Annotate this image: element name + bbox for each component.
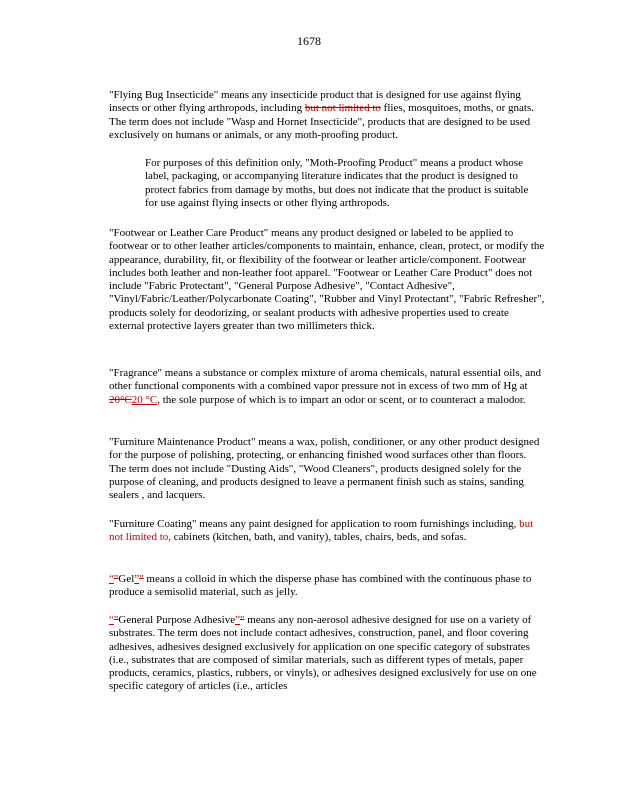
deleted-text: " (113, 573, 119, 585)
definition-flying-bug-insecticide (109, 89, 545, 142)
text: means any non-aerosol adhesive designed for use on a variety of substrates. The term does not include contact adhesives, construction, panel, and floor covering adhesives, adhesives designed exclusively for application on one specific category of substrates (i.e., substrates that are composed of similar materials, such as different types of metals, paper products, ceramics, plastics, rubbers, or vinyls), or adhesives designed exclusively for use on one specific category of articles (i.e., articles (109, 614, 537, 693)
definition-furniture-coating (109, 518, 545, 545)
text: "Fragrance" means a substance or complex mixture of aroma chemicals, natural essential oils, and other functional components with a combined vapor pressure not in excess of two mm of Hg at (109, 367, 542, 393)
definition-general-purpose-adhesive (109, 614, 545, 694)
inserted-text: “ (109, 614, 114, 626)
inserted-text: 20 °C (131, 393, 158, 406)
definition-fragrance (109, 367, 545, 407)
text: means a colloid in which the disperse phase has combined with the continuous phase to produce a semisolid material, such as jelly. (109, 573, 532, 599)
inserted-text: ” (235, 614, 240, 626)
text: "Furniture Coating" means any paint designed for application to room furnishings including (109, 518, 514, 530)
inserted-text: , but not limited to, (109, 518, 534, 544)
definition-footwear-leather-care: "Footwear or Leather Care Product" means any product designed or labeled to be applied to footwear or to other leather articles/components to maintain, enhance, clean, protect, or modify the appearance, durability, fit, or flexibility of the footwear or leather article/component. Footwear includes both leather and non-leather foot apparel. "Footwear or Leather Care Product" does not include "Fabric Protectant", "General Purpose Adhesive", "Contact Adhesive", "Vinyl/Fabric/Leather/Polycarbonate Coating", "Rubber and Vinyl Protectant", "Fabric Refresher", products solely for deodorizing, or sealant products with adhesive properties used to create external protective layers greater than two millimeters thick. (109, 227, 545, 333)
deleted-text: " (139, 573, 144, 585)
definition-moth-proofing-product: For purposes of this definition only, "Moth-Proofing Product" means a product whose label, packaging, or accompanying literature indicates that the product is designed to protect fabrics from damage by moths, but does not indicate that the product is suitable for use against flying insects or other flying arthropods. (145, 157, 529, 209)
text: , the sole purpose of which is to impart an odor or scent, or to counteract a malodor. (157, 393, 526, 406)
text: General Purpose Adhesive (118, 614, 236, 626)
definition-gel (109, 573, 545, 600)
text: Gel (118, 573, 135, 585)
text: flies, mosquitoes, moths, or gnats. The term does not include "Wasp and Hornet Insecticide", products that are designed to be used exclusively on humans or animals, or any moth-proofing product. (109, 102, 534, 141)
deleted-text: " (239, 614, 245, 626)
deleted-text: 20°C (109, 393, 132, 406)
text: "Flying Bug Insecticide" means any insecticide product that is designed for use against flying insects or other flying arthropods, including (109, 89, 521, 115)
page-number: 1678 (297, 34, 321, 48)
inserted-text: “ (109, 573, 114, 585)
definition-furniture-maintenance-product: "Furniture Maintenance Product" means a wax, polish, conditioner, or any other product designed for the purpose of polishing, protecting, or enhancing finished wood surfaces other than floors. The term does not include "Dusting Aids", "Wood Cleaners", products designed solely for the purpose of cleaning, and products designed to leave a permanent finish such as stains, sanding sealers , and lacquers. (109, 436, 540, 502)
deleted-text: but not limited to (304, 102, 381, 115)
inserted-text: ” (134, 573, 140, 585)
deleted-text: " (113, 614, 119, 626)
text: cabinets (kitchen, bath, and vanity), tables, chairs, beds, and sofas. (171, 531, 467, 544)
